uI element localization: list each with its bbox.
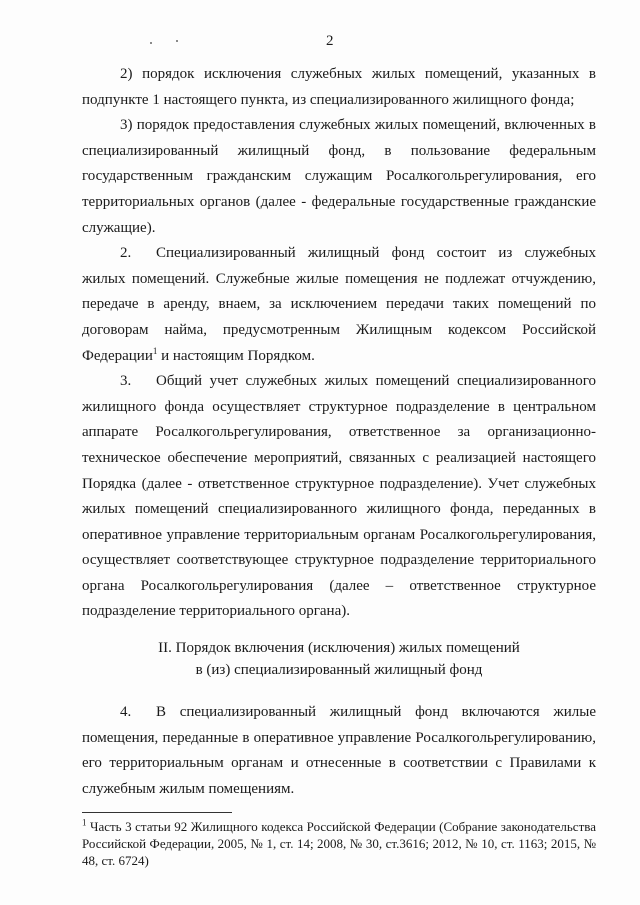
paragraph-3	[82, 369, 596, 625]
list-item-3: 3) порядок предоставления служебных жилых помещений, включенных в специализированный жилищный фонд, в пользование федеральным государственным гражданским служащим Росалкогольрегулирования, его территориальных органов (далее - федеральные государственные гражданские служащие).	[82, 117, 596, 236]
section-heading	[82, 637, 596, 681]
paragraph-text-end: и настоящим Порядком.	[157, 347, 315, 364]
section-heading-line-2: в (из) специализированный жилищный фонд	[195, 662, 483, 678]
paragraph-number: 2.	[120, 245, 132, 262]
list-items-block	[82, 62, 596, 625]
paragraph-text: Специализированный жилищный фонд состоит из служебных жилых помещений. Служебные жилые помещения не подлежат отчуждению, передаче в аренду, внаем, за исключением передачи таких помещений по договорам найма, предусмотренным Жилищным кодексом Российской Федерации	[82, 245, 596, 364]
footnote-reference: 1	[152, 345, 158, 356]
footnote-mark: 1	[82, 817, 87, 828]
scan-speck	[176, 40, 178, 42]
paragraph-2	[82, 241, 596, 369]
section-heading-line-1: II. Порядок включения (исключения) жилых помещений	[158, 640, 520, 656]
paragraph-4	[82, 700, 596, 802]
list-item-2: 2) порядок исключения служебных жилых помещений, указанных в подпункте 1 настоящего пункта, из специализированного жилищного фонда;	[82, 66, 596, 108]
footnote-divider	[82, 812, 232, 813]
paragraph-text: Общий учет служебных жилых помещений специализированного жилищного фонда осуществляет структурное подразделение в центральном аппарате Росалкогольрегулирования, ответственное за организационно-техническое обеспечение мероприятий, связанных с реализацией настоящего Порядка (далее - ответственное структурное подразделение). Учет служебных жилых помещений специализированного жилищного фонда, переданных в оперативное управление территориальным органам Росалкогольрегулирования, осуществляет соответствующее структурное подразделение территориального органа Росалкогольрегулирования (далее – ответственное структурное подразделение территориального органа).	[82, 373, 596, 620]
section-2-body	[82, 700, 596, 802]
footnote-text: Часть 3 статьи 92 Жилищного кодекса Российской Федерации (Собрание законодательства Российской Федерации, 2005, № 1, ст. 14; 2008, № 30, ст.3616; 2012, № 10, ст. 1163; 2015, № 48, ст. 6724)	[82, 819, 596, 868]
paragraph-number: 4.	[120, 704, 132, 720]
page-number: 2	[326, 33, 334, 49]
paragraph-number: 3.	[120, 373, 132, 390]
paragraph-text: В специализированный жилищный фонд включаются жилые помещения, переданные в оперативное управление Росалкогольрегулированию, его территориальным органам и отнесенные в соответствии с Правилами к служебным жилым помещениям.	[82, 704, 596, 797]
footnote	[82, 818, 596, 869]
scan-speck	[150, 42, 152, 44]
